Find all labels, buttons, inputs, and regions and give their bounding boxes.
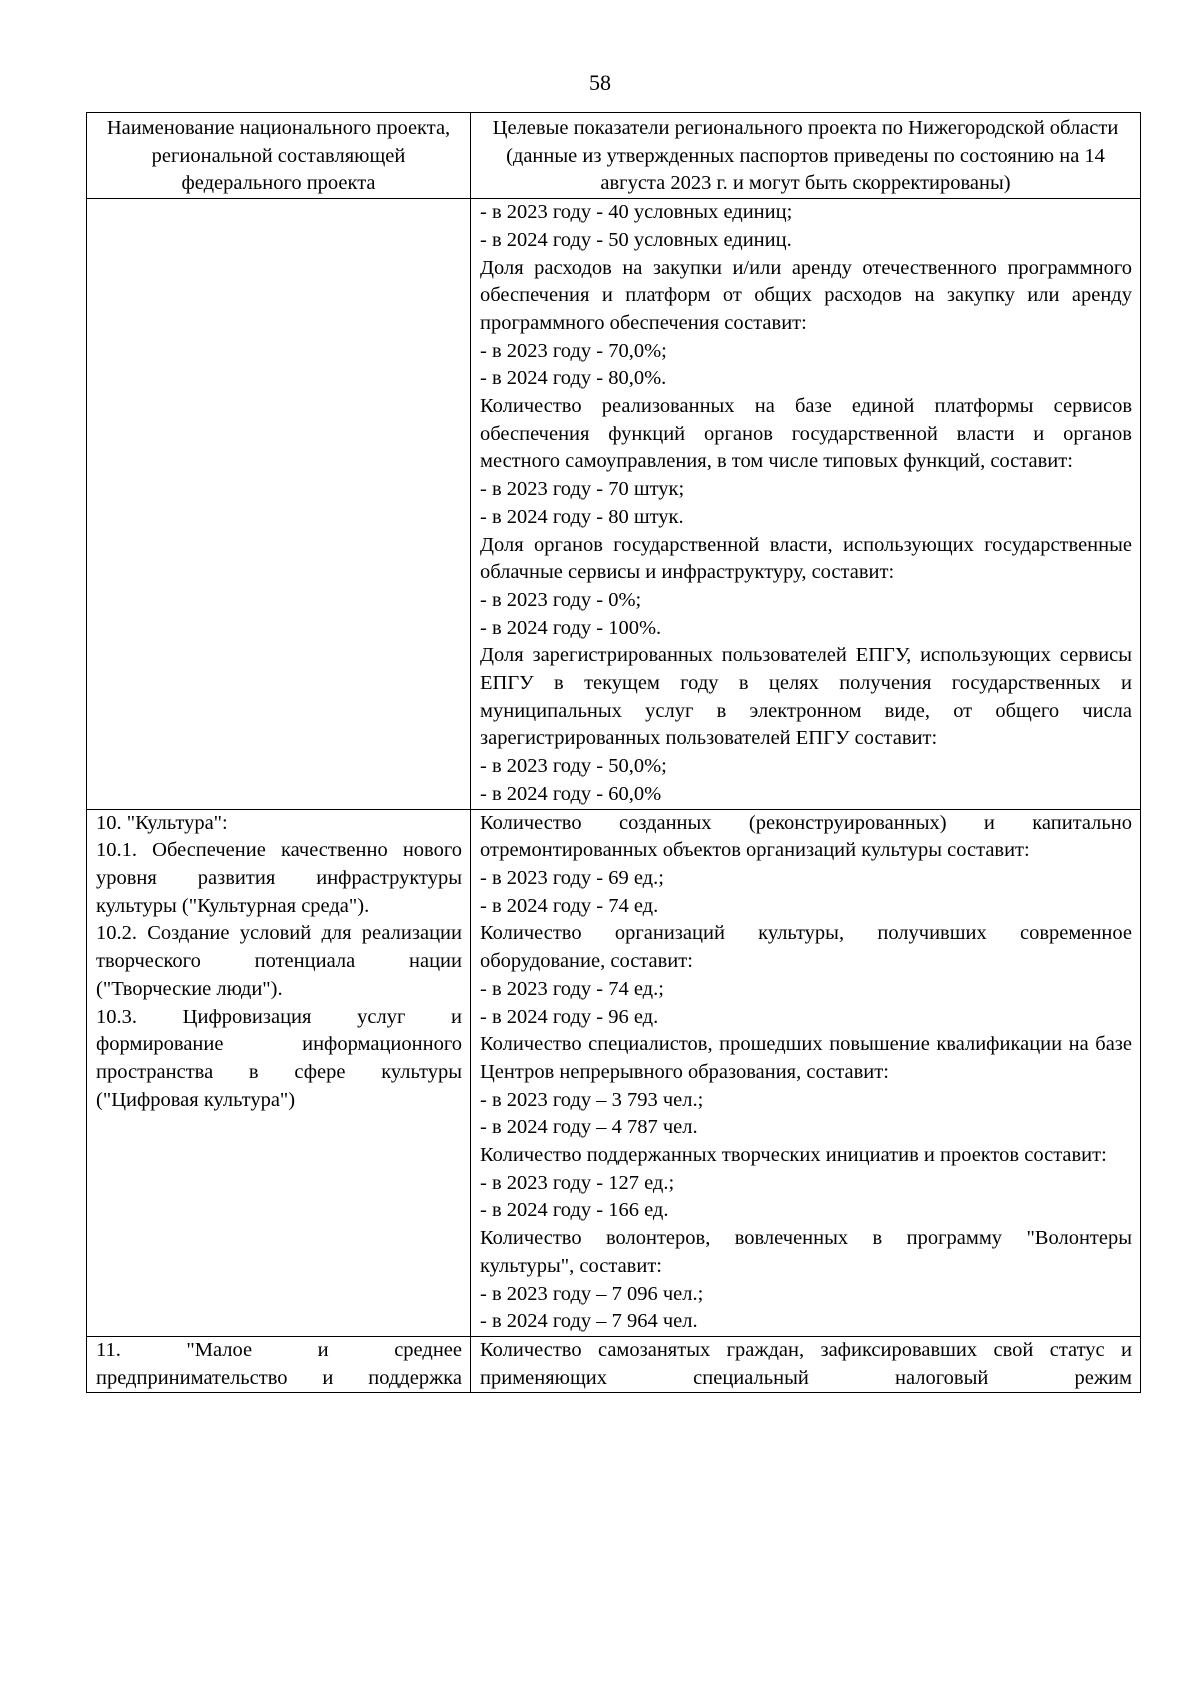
cell-paragraph: - в 2023 году – 7 096 чел.;: [480, 1282, 704, 1305]
cell-paragraph: Количество специалистов, прошедших повышение квалификации на базе Центров непрерывного образования, составит:: [480, 1033, 1132, 1083]
cell-paragraph: - в 2023 году - 70,0%;: [480, 339, 667, 362]
header-target-indicators: Целевые показатели регионального проекта по Нижегородской области (данные из утвержденных паспортов приведены по состоянию на 14 августа 2023 г. и могут быть скорректированы): [471, 113, 1141, 199]
cell-paragraph: - в 2024 году - 80 штук.: [480, 505, 684, 528]
row3-indicators-cell: [471, 1336, 1141, 1392]
cell-paragraph: Количество реализованных на базе единой платформы сервисов обеспечения функций органов государственной власти и органов местного самоуправления, в том числе типовых функций, составит:: [480, 395, 1132, 473]
table-row: [87, 809, 1141, 1336]
cell-paragraph: - в 2024 году - 80,0%.: [480, 367, 667, 390]
cell-paragraph: 10.2. Создание условий для реализации творческого потенциала нации ("Творческие люди").: [96, 922, 462, 1000]
cell-paragraph: - в 2024 году - 100%.: [480, 616, 662, 639]
cell-paragraph: - в 2024 году – 4 787 чел.: [480, 1116, 698, 1139]
table-row: [87, 1336, 1141, 1392]
cell-paragraph: - в 2023 году - 0%;: [480, 588, 642, 611]
cell-paragraph: - в 2023 году - 50,0%;: [480, 755, 667, 778]
table-row: [87, 199, 1141, 809]
cell-paragraph: Количество созданных (реконструированных) и капитально отремонтированных объектов организаций культуры составит:: [480, 811, 1132, 862]
row1-project-cell: [87, 199, 471, 809]
cell-paragraph: Количество самозанятых граждан, зафиксировавших свой статус и применяющих специальный налоговый режим: [480, 1338, 1132, 1389]
cell-paragraph: - в 2024 году - 60,0%: [480, 782, 662, 805]
cell-paragraph: - в 2023 году – 3 793 чел.;: [480, 1088, 704, 1111]
cell-paragraph: 10. "Культура":: [96, 811, 228, 834]
cell-paragraph: 10.3. Цифровизация услуг и формирование информационного пространства в сфере культуры ("Цифровая культура"): [96, 1005, 462, 1111]
row2-project-cell: [87, 809, 471, 1336]
cell-paragraph: - в 2023 году - 40 условных единиц;: [480, 201, 793, 224]
cell-paragraph: Количество волонтеров, вовлеченных в программу "Волонтеры культуры", составит:: [480, 1227, 1132, 1277]
cell-paragraph: - в 2024 году - 50 условных единиц.: [480, 228, 792, 251]
cell-paragraph: - в 2024 году - 74 ед.: [480, 894, 659, 917]
header-project-name: Наименование национального проекта, региональной составляющей федерального проекта: [87, 113, 471, 199]
table-header-row: [87, 113, 1141, 199]
cell-paragraph: Доля органов государственной власти, использующих государственные облачные сервисы и инфраструктуру, составит:: [480, 533, 1132, 584]
cell-paragraph: - в 2024 году – 7 964 чел.: [480, 1310, 698, 1333]
cell-paragraph: Количество организаций культуры, получивших современное оборудование, составит:: [480, 922, 1132, 973]
page-number: 58: [589, 70, 611, 95]
cell-paragraph: Доля расходов на закупки и/или аренду отечественного программного обеспечения и платформ от общих расходов на закупку или аренду программного обеспечения составит:: [480, 256, 1132, 334]
cell-paragraph: Количество поддержанных творческих инициатив и проектов составит:: [480, 1144, 1107, 1167]
cell-paragraph: 10.1. Обеспечение качественно нового уровня развития инфраструктуры культуры ("Культурная среда").: [96, 839, 462, 917]
cell-paragraph: - в 2023 году - 70 штук;: [480, 478, 685, 501]
row3-project-cell: [87, 1336, 471, 1392]
row1-indicators-cell: [471, 199, 1141, 809]
cell-paragraph: - в 2024 году - 166 ед.: [480, 1199, 669, 1222]
cell-paragraph: - в 2023 году - 74 ед.;: [480, 977, 664, 1000]
projects-table: [86, 112, 1141, 1393]
cell-paragraph: - в 2023 году - 69 ед.;: [480, 866, 664, 889]
cell-paragraph: 11. "Малое и среднее предпринимательство и поддержка: [96, 1338, 462, 1389]
cell-paragraph: - в 2023 году - 127 ед.;: [480, 1171, 675, 1194]
cell-paragraph: Доля зарегистрированных пользователей ЕПГУ, использующих сервисы ЕПГУ в текущем году в целях получения государственных и муниципальных услуг в электронном виде, от общего числа зарегистрированных пользователей ЕПГУ составит:: [480, 644, 1132, 750]
row2-indicators-cell: [471, 809, 1141, 1336]
cell-paragraph: - в 2024 году - 96 ед.: [480, 1005, 659, 1028]
